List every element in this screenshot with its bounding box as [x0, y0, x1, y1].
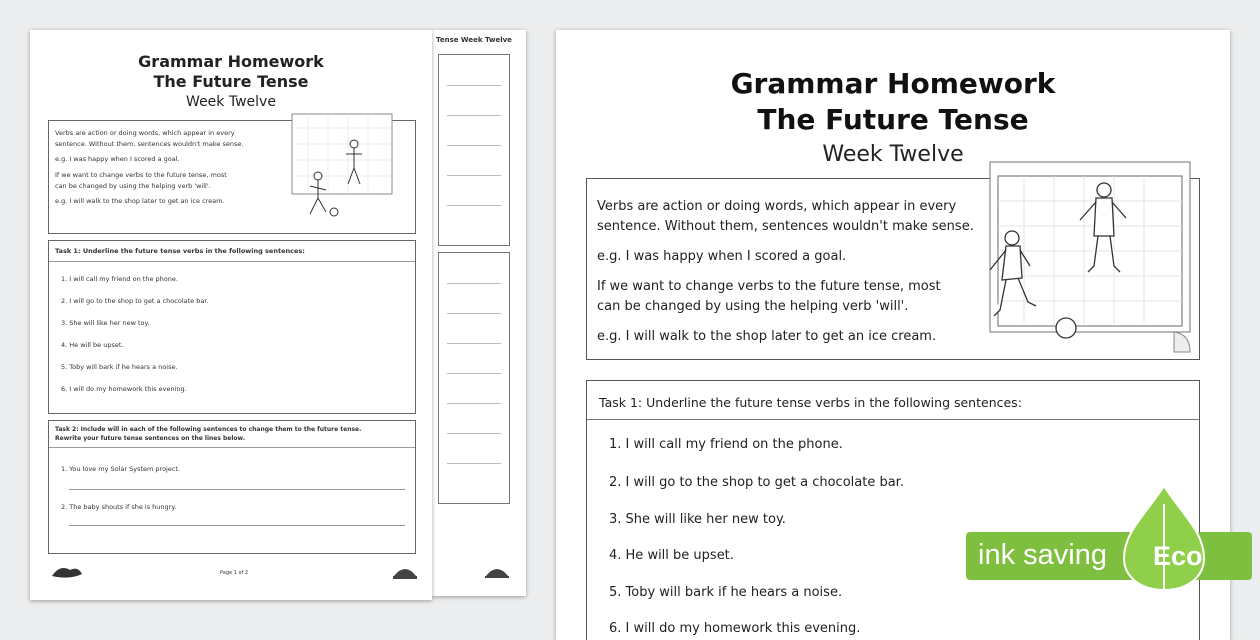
leaf-icon [1116, 484, 1212, 594]
intro-text: sentence. Without them, sentences wouldn't make sense. [597, 219, 974, 234]
small-footer-page-number: Page 1 of 2 [220, 570, 249, 576]
task1-heading: Task 1: Underline the future tense verbs in the following sentences: [599, 395, 1022, 410]
small-task2-item: 2. The baby shouts if she is hungry. [61, 503, 177, 511]
small-title-line1: Grammar Homework [138, 52, 324, 71]
small-subtitle: Week Twelve [186, 94, 276, 110]
small-task1-box [48, 240, 416, 414]
page-title-line1: Grammar Homework [730, 67, 1056, 100]
small-title-line2: The Future Tense [153, 72, 309, 91]
small-task1-item: 5. Toby will bark if he hears a noise. [61, 363, 178, 371]
small-intro-example: e.g. I was happy when I scored a goal. [55, 155, 180, 163]
intro-example: e.g. I will walk to the shop later to get an ice cream. [597, 329, 937, 344]
task1-item: 3. She will like her new toy. [609, 512, 786, 527]
small-task2-heading: Rewrite your future tense sentences on the lines below. [55, 435, 245, 442]
back-answer-box-2 [438, 252, 510, 504]
intro-example: e.g. I was happy when I scored a goal. [597, 249, 847, 264]
task1-item: 5. Toby will bark if he hears a noise. [609, 585, 843, 600]
small-intro-example: e.g. I will walk to the shop later to get an ice cream. [55, 197, 225, 205]
small-task1-heading: Task 1: Underline the future tense verbs in the following sentences: [55, 247, 305, 255]
task1-item: 6. I will do my homework this evening. [609, 621, 861, 636]
ink-saving-eco-badge [966, 484, 1260, 594]
small-task1-item: 2. I will go to the shop to get a chocolate bar. [61, 297, 209, 305]
intro-text: Verbs are action or doing words, which appear in every [597, 199, 957, 214]
intro-text: can be changed by using the helping verb 'will'. [597, 299, 909, 314]
small-intro-text: sentence. Without them, sentences wouldn't make sense. [55, 140, 244, 148]
small-football-illustration [288, 108, 398, 228]
back-footer-logo-icon [482, 560, 512, 580]
small-footer-brand-logo-icon [50, 562, 84, 582]
small-intro-text: Verbs are action or doing words, which appear in every [55, 129, 235, 137]
worksheet-thumbnail-page [30, 30, 432, 600]
page-subtitle: Week Twelve [822, 142, 964, 167]
back-sheet-header: Tense Week Twelve [436, 36, 512, 44]
task1-item: 2. I will go to the shop to get a chocolate bar. [609, 475, 904, 490]
small-intro-text: can be changed by using the helping verb 'will'. [55, 182, 211, 190]
eco-badge-label: Eco [1153, 541, 1203, 571]
small-task1-item: 1. I will call my friend on the phone. [61, 275, 178, 283]
small-task2-heading: Task 2: Include will in each of the following sentences to change them to the future tense. [55, 426, 362, 433]
intro-text: If we want to change verbs to the future tense, most [597, 279, 941, 294]
small-task1-item: 6. I will do my homework this evening. [61, 385, 187, 393]
small-intro-text: If we want to change verbs to the future tense, most [55, 171, 227, 179]
task1-item: 1. I will call my friend on the phone. [609, 437, 843, 452]
small-footer-seal-logo-icon [390, 560, 420, 582]
small-task1-item: 4. He will be upset. [61, 341, 124, 349]
back-answer-box-1 [438, 54, 510, 246]
eco-badge-text: ink saving [978, 539, 1107, 571]
small-task1-item: 3. She will like her new toy. [61, 319, 150, 327]
page-title-line2: The Future Tense [757, 103, 1029, 136]
football-illustration [984, 156, 1198, 368]
small-task2-box [48, 420, 416, 554]
small-task2-item: 1. You love my Solar System project. [61, 465, 181, 473]
back-worksheet-page [432, 30, 526, 596]
task1-item: 4. He will be upset. [609, 548, 734, 563]
